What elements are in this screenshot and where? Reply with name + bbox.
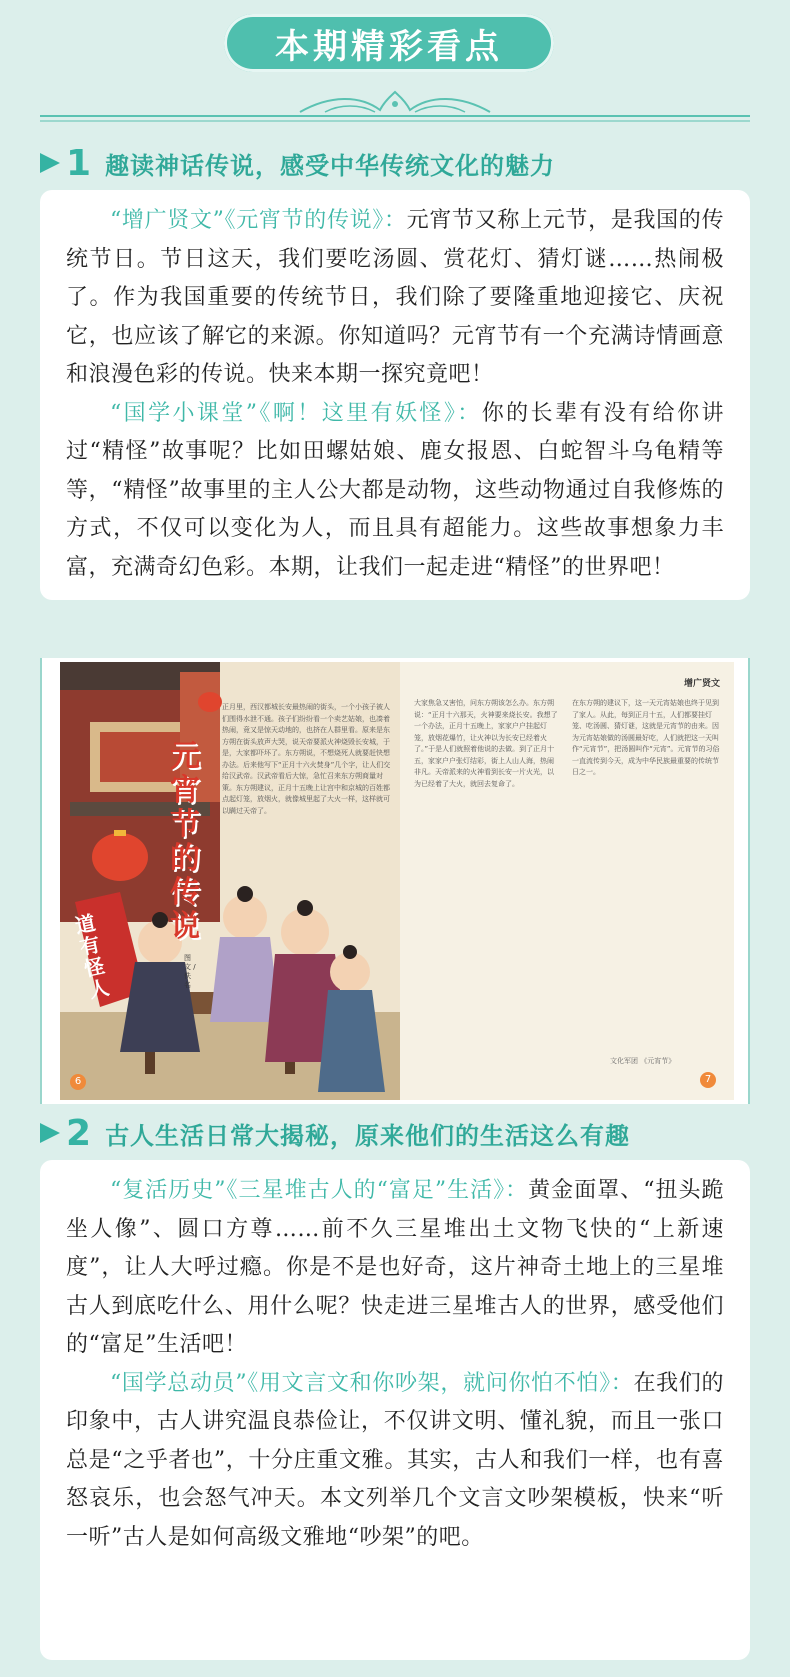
article-text: 你的长辈有没有给你讲过“精怪”故事呢？比如田螺姑娘、鹿女报恩、白蛇智斗乌龟精等等，“精怪”故事里的主人公大都是动物，这些动物通过自我修炼的方式，不仅可以变化为人，而且具有超能力。这些故事想象力丰富，充满奇幻色彩。本期，让我们一起走进“精怪”的世界吧！ (66, 400, 724, 580)
page-banner (224, 14, 554, 72)
page-number: 7 (700, 1072, 716, 1088)
section-number: 1 (66, 142, 92, 184)
left-byline: 图 文 / 佚 名 (184, 954, 196, 989)
article-text: 元宵节又称上元节，是我国的传统节日。节日这天，我们要吃汤圆、赏花灯、猜灯谜……热闹极了。作为我国重要的传统节日，我们除了要隆重地迎接它、庆祝它，也应该了解它的来源。你知道吗？元宵节有一个充满诗情画意和浪漫色彩的传说。快来本期一探究竟吧！ (66, 208, 724, 387)
story-column: 在东方朔的建议下，这一天元宵姑娘也终于见到了家人。从此，每到正月十五，人们都要挂灯笼、吃汤圆、猜灯谜，这就是元宵节的由来。因为元宵姑娘做的汤圆最好吃，人们就把这一天叫作“元宵节”，把汤圆叫作“元宵”。元宵节的习俗一直流传到今天，成为中华民族最重要的传统节日之一。 (572, 699, 720, 776)
section-number: 2 (66, 1112, 92, 1154)
article-paragraph (66, 395, 724, 588)
banner-title: 本期精彩看点 (275, 26, 503, 67)
article-paragraph (66, 1172, 724, 1365)
story-column: 大家焦急又害怕，问东方朔该怎么办。东方朔说：“正月十六那天，火神要来烧长安。我想了一个办法，正月十五晚上，家家户户挂起灯笼，放烟花爆竹，让火神以为长安已经着火了。”于是人们就照着他说的去做。到了正月十五，家家户户张灯结彩，街上人山人海，热闹非凡。天帝派来的火神看到长安一片火光，以为已经着了大火，就回去复命了。 (414, 699, 558, 788)
left-page (60, 662, 400, 1100)
article-paragraph (66, 1365, 724, 1558)
article-tag: “国学小课堂”《啊！这里有妖怪》： (110, 400, 482, 426)
credit-line: 文化军团 《元宵节》 (610, 1057, 676, 1065)
section-2-heading (40, 1113, 630, 1153)
right-header: 增广贤文 (683, 679, 720, 689)
article-tag: “复活历史”《三星堆古人的“富足”生活》： (110, 1178, 529, 1203)
article-paragraph (66, 202, 724, 395)
section-1-heading (40, 143, 555, 183)
article-tag: “国学总动员”《用文言文和你吵架，就问你怕不怕》： (110, 1370, 634, 1396)
magazine-spread (40, 658, 750, 1104)
play-arrow-icon (40, 1123, 60, 1143)
ornament-divider (40, 90, 750, 130)
article-text: 黄金面罩、“扭头跪坐人像”、圆口方尊……前不久三星堆出土文物飞快的“上新速度”，让人大呼过瘾。你是不是也好奇，这片神奇土地上的三星堆古人到底吃什么、用什么呢？快走进三星堆古人的世界，感受他们的“富足”生活吧！ (66, 1178, 724, 1357)
article-text: 在我们的印象中，古人讲究温良恭俭让，不仅讲文明、懂礼貌，而且一张口总是“之乎者也”，十分庄重文雅。其实，古人和我们一样，也有喜怒哀乐，也会怒气冲天。本文列举几个文言文吵架模板，快来“听一听”古人是如何高级文雅地“吵架”的吧。 (66, 1370, 724, 1550)
sign-text: 道有怪人 (72, 910, 112, 1003)
story-column: 正月里，西汉都城长安最热闹的街头，一个小孩子被人们围得水泄不通。孩子们纷纷看一个卖艺姑娘，也凑着热闹，竟又是惊天动地的，也挤在人群里看。原来是东方朔在街头放声大哭，说天帝要派火神烧毁长安城，于是，大家都吓坏了。东方朔说，不想烧死人就要赶快想办法。后来他写下“正月十六火焚身”几个字，让人们交给汉武帝。汉武帝看后大惊，急忙召来东方朔商量对策。东方朔建议，正月十五晚上让宫中和京城的百姓都点起灯笼，放烟火，就像城里起了大火一样，这样就可以瞒过天帝了。 (222, 703, 391, 815)
section-2-card (40, 1160, 750, 1660)
page-number: 6 (70, 1074, 86, 1090)
section-title: 趣读神话传说，感受中华传统文化的魅力 (105, 151, 556, 180)
left-title: 元宵节的传说 (170, 739, 200, 944)
play-arrow-icon (40, 153, 60, 173)
right-page (400, 662, 734, 1100)
section-title: 古人生活日常大揭秘，原来他们的生活这么有趣 (105, 1121, 631, 1150)
article-tag: “增广贤文”《元宵节的传说》： (110, 208, 407, 233)
section-1-card (40, 190, 750, 600)
